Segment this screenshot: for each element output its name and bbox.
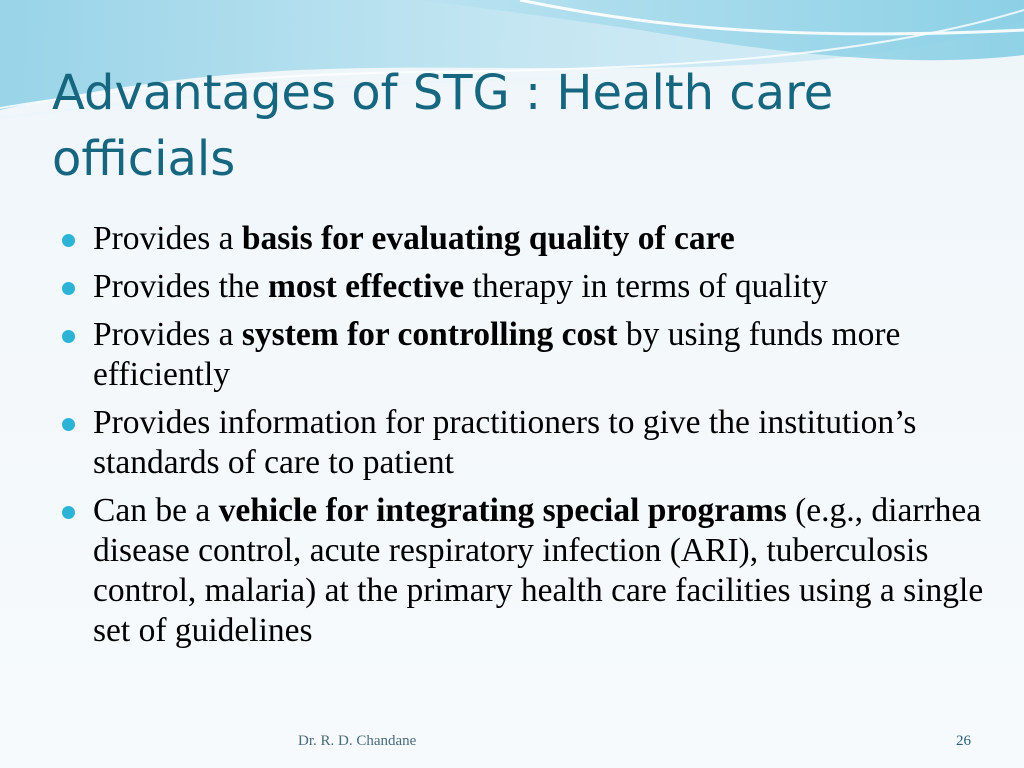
bullet-dot-icon <box>62 506 75 519</box>
bullet-dot-icon <box>62 330 75 343</box>
bullet-dot-icon <box>62 282 75 295</box>
bullet-bold-text: system for controlling cost <box>241 316 618 353</box>
bullet-text-part: therapy in terms of quality <box>464 268 828 305</box>
bullet-bold-text: basis for evaluating quality of care <box>241 220 735 257</box>
bullet-item <box>58 267 988 307</box>
bullet-item <box>58 403 988 483</box>
bullet-text-part: Provides a <box>93 220 242 257</box>
bullet-text-part: Provides information for practitioners to give the institution’s standards of care to patient <box>93 404 917 481</box>
bullet-text-part: (e.g., diarrhea disease control, acute respiratory infection (ARI), tuberculosis control, malaria) at the primary health care facilities using a single set of guidelines <box>93 492 984 649</box>
footer-author: Dr. R. D. Chandane <box>298 733 417 749</box>
bullet-item <box>58 491 988 651</box>
bullet-item <box>58 219 988 259</box>
bullet-list <box>58 219 988 659</box>
bullet-text-part: Provides the <box>93 268 268 305</box>
bullet-item <box>58 315 988 395</box>
bullet-bold-text: most effective <box>267 268 465 305</box>
bullet-bold-text: vehicle for integrating special programs <box>218 492 787 529</box>
slide-title: Advantages of STG : Health care officials <box>52 65 834 187</box>
bullet-dot-icon <box>62 418 75 431</box>
bullet-dot-icon <box>62 234 75 247</box>
bullet-text-part: Can be a <box>93 492 219 529</box>
bullet-text-part: by using funds more efficiently <box>93 316 901 393</box>
bullet-text-part: Provides a <box>93 316 242 353</box>
page-number: 26 <box>956 733 971 749</box>
